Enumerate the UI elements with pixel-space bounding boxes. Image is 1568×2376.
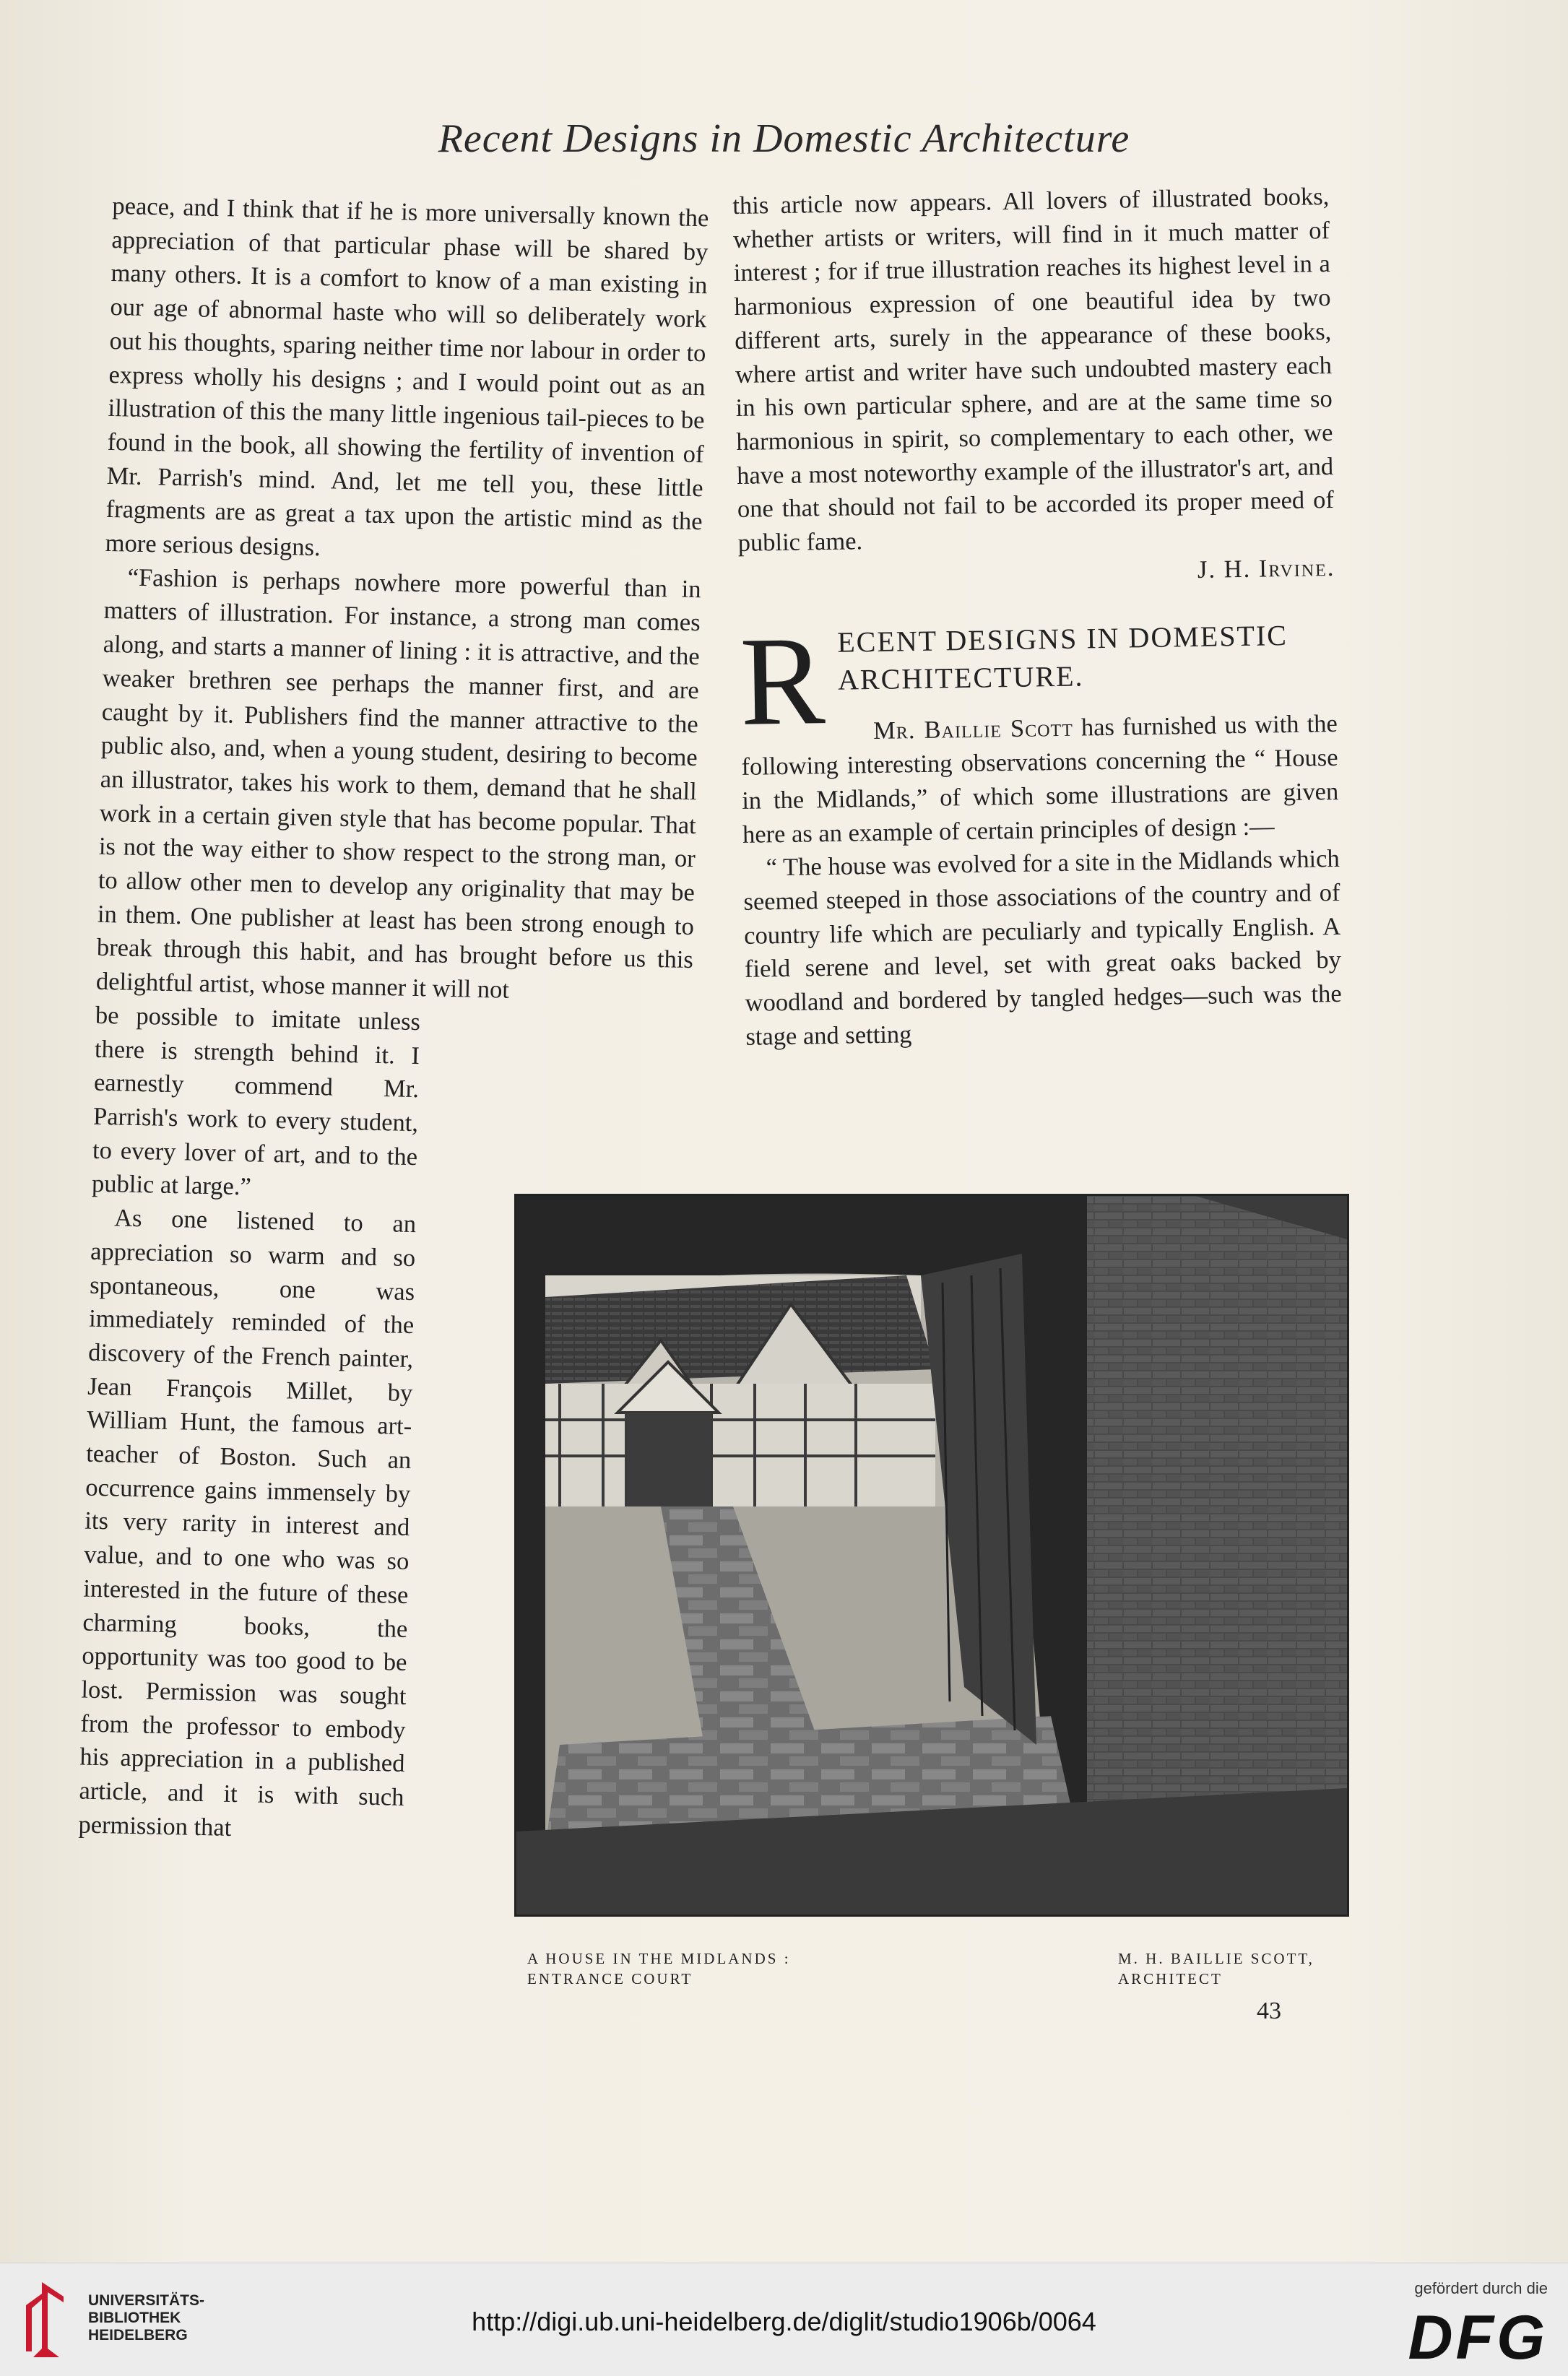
permalink-url[interactable]: http://digi.ub.uni-heidelberg.de/diglit/studio1906b/0064 <box>472 2307 1096 2336</box>
library-name-line: HEIDELBERG <box>88 2327 188 2344</box>
illustration-drawing <box>516 1196 1347 1915</box>
library-name-line: BIBLIOTHEK <box>88 2310 181 2326</box>
drop-cap: R <box>739 610 826 753</box>
caption-line: M. H. BAILLIE SCOTT, <box>1118 1950 1314 1967</box>
paragraph: As one listened to an appreciation so warm and so spontaneous, one was immediately reminded of the discovery of the French painter, Jean François Millet, by William Hunt, the famous art-teacher of Boston. Such an occurrence gains immensely by its very rarity in interest and value, and to one who was so interested in the future of these charming books, the opportunity was too good to be lost. Permission was sought from the professor to embody his appreciation in a published article, and it is with such permission that <box>78 1204 417 1842</box>
paragraph: peace, and I think that if he is more universally known the appreciation of that particular phase will be shared by many others. It is a comfort to know of a man existing in our age of abnormal haste who will so deliberately work out his thoughts, sparing neither time nor labour in order to express wholly his designs ; and I would point out as an illustration of this the many little ingenious tail-pieces to be found in the book, all showing the fertility of invention of Mr. Parrish's mind. And, let me tell you, these little fragments are as great a tax upon the artistic mind as the more serious designs. <box>105 191 709 562</box>
author-name: Mr. Baillie Scott <box>872 714 1074 745</box>
figure-caption-title <box>527 1948 791 1989</box>
paragraph: “ The house was evolved for a site in the Midlands which seemed steeped in those associations of the country and of country life which are peculiarly and typically English. A field serene and level, set with great oaks backed by woodland and bordered by tangled hedges—such was the stage and setting <box>743 845 1342 1051</box>
paragraph: be possible to imitate unless there is strength behind it. I earnestly commend Mr. Parrish's work to every student, to every lover of art, and to the public at large.” <box>91 1001 421 1201</box>
paragraph-text: has furnished us with the following interesting observations concerning the “ House in the Midlands,” of which some illustrations are given here as an example of certain principles of design :— <box>741 710 1339 849</box>
caption-line: A HOUSE IN THE MIDLANDS : <box>527 1950 791 1967</box>
page-number: 43 <box>1257 1998 1281 2024</box>
running-header: Recent Designs in Domestic Architecture <box>438 116 1130 161</box>
caption-line: ENTRANCE COURT <box>527 1970 693 1987</box>
author-signature: J. H. Irvine. <box>1197 553 1335 584</box>
dfg-logo[interactable]: DFG <box>1408 2303 1548 2372</box>
article-heading <box>739 610 1339 851</box>
library-name-line: UNIVERSITÄTS- <box>88 2292 205 2309</box>
paragraph: this article now appears. All lovers of illustrated books, whether artists or writers, will find in it much matter of interest ; for if true illustration reaches its highest level in a harmonious expression of one beautiful idea by two different arts, surely in the appearance of these books, where artist and writer have such undoubted mastery each in his own particular sphere, and are at the same time so harmonious in spirit, so complementary to each other, we have a most noteworthy example of the illustrator's art, and one that should not fail to be accorded its proper meed of public fame. <box>732 183 1335 557</box>
caption-line: ARCHITECT <box>1118 1970 1223 1987</box>
narrow-text-block <box>78 999 420 1849</box>
figure-caption-credit <box>1118 1948 1314 1989</box>
illustration-entrance-court <box>514 1194 1349 1917</box>
article-title: ECENT DESIGNS IN DOMESTIC ARCHITECTURE. <box>836 619 1288 697</box>
paragraph: “Fashion is perhaps nowhere more powerful than in matters of illustration. For instance, a strong man comes along, and starts a manner of lining : it is attractive, and the weaker brethren see perhaps the manner first, and are caught by it. Publishers find the manner attractive to the public also, and, when a young student, desiring to become an illustrator, takes his work to them, demand that he shall work in a certain given style that has become popular. That is not the way either to show respect to the strong man, or to allow other men to develop any originality that may be in them. One publisher at least has been strong enough to break through this habit, and has brought before us this delightful artist, whose manner it will not <box>95 563 701 1004</box>
digitization-footer <box>0 2263 1568 2376</box>
funding-label: gefördert durch die <box>1414 2279 1548 2297</box>
right-column <box>732 180 1343 1054</box>
